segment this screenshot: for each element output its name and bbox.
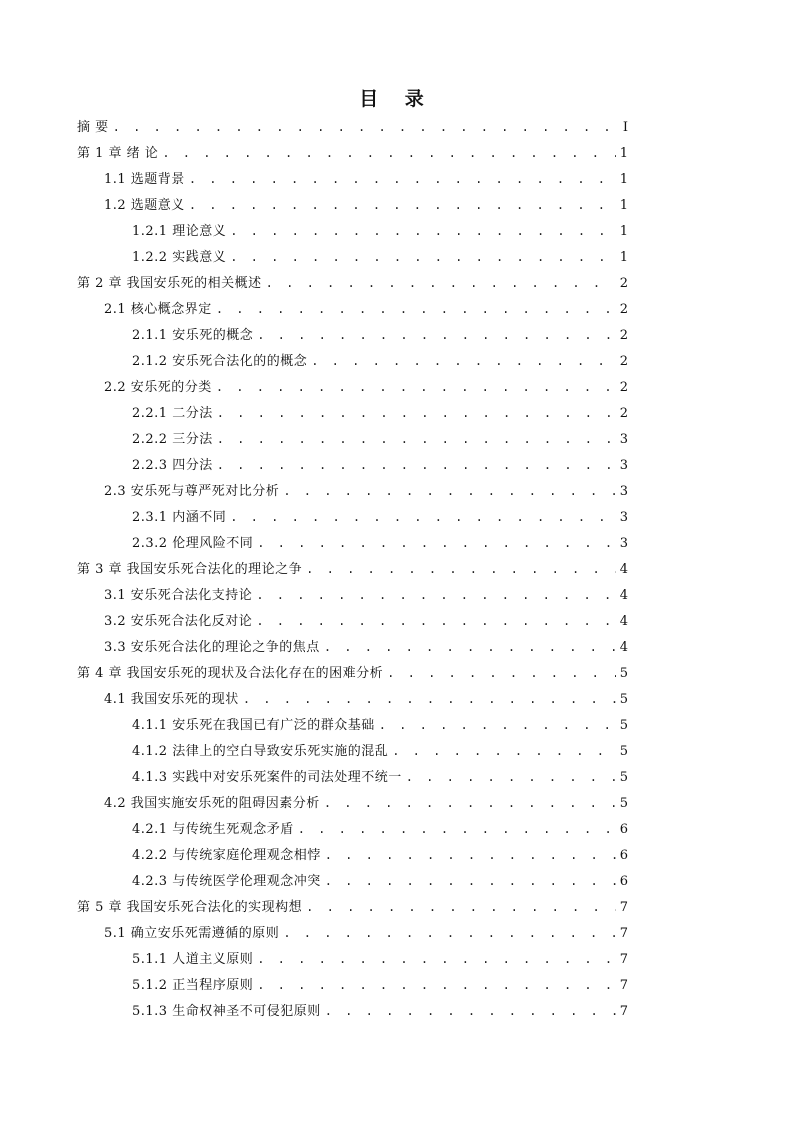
toc-entry[interactable] <box>132 403 628 423</box>
toc-page-number: 4 <box>619 588 628 603</box>
toc-leader-dots <box>230 247 616 267</box>
toc-page-number: 5 <box>619 666 628 681</box>
toc-entry-title: 2.1 核心概念界定 <box>104 302 212 317</box>
toc-entry-title: 3.1 安乐死合法化支持论 <box>104 588 253 603</box>
toc-entry[interactable] <box>104 377 628 397</box>
toc-page-number: 7 <box>619 1004 628 1019</box>
toc-entry[interactable] <box>132 741 628 761</box>
toc-entry-title: 5.1 确立安乐死需遵循的原则 <box>104 926 280 941</box>
toc-entry-title: 1.2.2 实践意义 <box>132 250 227 265</box>
toc-entry[interactable] <box>132 871 628 891</box>
toc-leader-dots <box>283 481 615 501</box>
toc-leader-dots <box>298 819 616 839</box>
toc-leader-dots <box>306 897 616 917</box>
toc-entry-title: 2.3 安乐死与尊严死对比分析 <box>104 484 280 499</box>
toc-entry-title: 5.1.1 人道主义原则 <box>132 952 254 967</box>
toc-entry-title: 4.1.1 安乐死在我国已有广泛的群众基础 <box>132 718 375 733</box>
toc-entry[interactable] <box>104 689 628 709</box>
toc-page-number: 5 <box>619 718 628 733</box>
toc-entry[interactable] <box>132 221 628 241</box>
toc-leader-dots <box>325 845 616 865</box>
toc-page-number: 7 <box>619 900 628 915</box>
toc-leader-dots <box>324 793 616 813</box>
toc-leader-dots <box>243 689 616 709</box>
toc-entry-title: 2.2.3 四分法 <box>132 458 213 473</box>
toc-page-number: 1 <box>619 172 628 187</box>
toc-entry[interactable] <box>132 533 628 553</box>
toc-entry[interactable] <box>132 975 628 995</box>
toc-page-number: 3 <box>619 432 628 447</box>
toc-entry[interactable] <box>77 897 628 917</box>
toc-page-number: 2 <box>619 406 628 421</box>
toc-page-number: 2 <box>619 276 628 291</box>
toc-entry[interactable] <box>77 663 628 683</box>
toc-leader-dots <box>217 403 616 423</box>
toc-entry-title: 4.2.1 与传统生死观念矛盾 <box>132 822 294 837</box>
toc-leader-dots <box>392 741 616 761</box>
toc-leader-dots <box>325 871 616 891</box>
toc-leader-dots <box>324 637 616 657</box>
toc-entry-title: 1.2.1 理论意义 <box>132 224 227 239</box>
toc-entry-title: 第 2 章 我国安乐死的相关概述 <box>77 276 262 291</box>
toc-page-number: 7 <box>619 952 628 967</box>
toc-page-number: 5 <box>619 744 628 759</box>
toc-leader-dots <box>230 221 616 241</box>
toc-entry[interactable] <box>132 819 628 839</box>
toc-entry[interactable] <box>77 143 628 163</box>
toc-entry-title: 4.1.3 实践中对安乐死案件的司法处理不统一 <box>132 770 402 785</box>
toc-page-number: 3 <box>619 536 628 551</box>
toc-entry[interactable] <box>104 923 628 943</box>
toc-entry-title: 4.2.2 与传统家庭伦理观念相悖 <box>132 848 321 863</box>
toc-leader-dots <box>216 299 616 319</box>
toc-page-number: 3 <box>619 458 628 473</box>
toc-leader-dots <box>256 585 615 605</box>
toc-page-number: 5 <box>619 692 628 707</box>
toc-page-number: 5 <box>619 796 628 811</box>
toc-leader-dots <box>283 923 615 943</box>
toc-entry[interactable] <box>132 429 628 449</box>
toc-leader-dots <box>216 377 616 397</box>
toc-entry[interactable] <box>132 247 628 267</box>
toc-entry[interactable] <box>132 455 628 475</box>
toc-page-number: 6 <box>619 822 628 837</box>
toc-leader-dots <box>256 611 615 631</box>
toc-page-number: I <box>622 120 628 135</box>
toc-page-number: 1 <box>619 224 628 239</box>
toc-entry-title: 3.3 安乐死合法化的理论之争的焦点 <box>104 640 320 655</box>
toc-leader-dots <box>217 429 616 449</box>
toc-leader-dots <box>257 949 616 969</box>
toc-entry[interactable] <box>104 195 628 215</box>
toc-entry[interactable] <box>77 117 628 137</box>
toc-leader-dots <box>257 975 616 995</box>
toc-leader-dots <box>406 767 616 787</box>
toc-page-number: 3 <box>619 484 628 499</box>
toc-leader-dots <box>230 507 616 527</box>
toc-entry-title: 4.1.2 法律上的空白导致安乐死实施的混乱 <box>132 744 389 759</box>
toc-page-number: 1 <box>619 146 628 161</box>
toc-leader-dots <box>325 1001 616 1021</box>
toc-entry-title: 2.1.1 安乐死的概念 <box>132 328 254 343</box>
toc-entry[interactable] <box>132 767 628 787</box>
toc-entry-title: 4.2.3 与传统医学伦理观念冲突 <box>132 874 321 889</box>
toc-entry-title: 2.1.2 安乐死合法化的的概念 <box>132 354 308 369</box>
toc-entry[interactable] <box>132 351 628 371</box>
toc-leader-dots <box>387 663 616 683</box>
toc-page-number: 4 <box>619 562 628 577</box>
toc-entry[interactable] <box>132 507 628 527</box>
toc-page-number: 7 <box>619 926 628 941</box>
toc-leader-dots <box>217 455 616 475</box>
toc-entry-title: 2.3.2 伦理风险不同 <box>132 536 254 551</box>
toc-page-number: 5 <box>619 770 628 785</box>
toc-page-number: 2 <box>619 380 628 395</box>
toc-entry-title: 4.2 我国实施安乐死的阻碍因素分析 <box>104 796 320 811</box>
toc-entry-title: 1.1 选题背景 <box>104 172 185 187</box>
toc-leader-dots <box>306 559 616 579</box>
toc-title: 目 录 <box>359 88 434 110</box>
toc-entry[interactable] <box>104 169 628 189</box>
toc-entry-title: 摘 要 <box>77 120 109 135</box>
toc-entry[interactable] <box>77 559 628 579</box>
toc-entry[interactable] <box>104 299 628 319</box>
toc-entry[interactable] <box>132 949 628 969</box>
toc-leader-dots <box>379 715 616 735</box>
toc-leader-dots <box>189 195 616 215</box>
toc-page-number: 2 <box>619 354 628 369</box>
toc-leader-dots <box>162 143 615 163</box>
toc-page-number: 1 <box>619 198 628 213</box>
toc-entry-title: 3.2 安乐死合法化反对论 <box>104 614 253 629</box>
toc-entry-title: 2.2 安乐死的分类 <box>104 380 212 395</box>
toc-entry[interactable] <box>104 793 628 813</box>
toc-entry[interactable] <box>132 715 628 735</box>
toc-page-number: 3 <box>619 510 628 525</box>
toc-leader-dots <box>311 351 616 371</box>
toc-leader-dots <box>113 117 616 137</box>
toc-entry[interactable] <box>104 585 628 605</box>
toc-page-number: 1 <box>619 250 628 265</box>
toc-entry-title: 2.3.1 内涵不同 <box>132 510 227 525</box>
toc-entry-title: 2.2.2 三分法 <box>132 432 213 447</box>
toc-entry-title: 第 1 章 绪 论 <box>77 146 159 161</box>
toc-page-number: 2 <box>619 302 628 317</box>
toc-leader-dots <box>257 325 616 345</box>
toc-entry[interactable] <box>132 845 628 865</box>
toc-leader-dots <box>266 273 616 293</box>
toc-page-number: 4 <box>619 614 628 629</box>
toc-page-number: 6 <box>619 848 628 863</box>
toc-page-number: 4 <box>619 640 628 655</box>
toc-entry-title: 5.1.3 生命权神圣不可侵犯原则 <box>132 1004 321 1019</box>
toc-entry-title: 4.1 我国安乐死的现状 <box>104 692 239 707</box>
toc-entry-title: 第 5 章 我国安乐死合法化的实现构想 <box>77 900 303 915</box>
toc-page-number: 2 <box>619 328 628 343</box>
toc-leader-dots <box>257 533 616 553</box>
toc-entry-title: 第 4 章 我国安乐死的现状及合法化存在的困难分析 <box>77 666 384 681</box>
toc-leader-dots <box>189 169 616 189</box>
toc-entry-title: 2.2.1 二分法 <box>132 406 213 421</box>
toc-entry-title: 第 3 章 我国安乐死合法化的理论之争 <box>77 562 303 577</box>
toc-entry-title: 5.1.2 正当程序原则 <box>132 978 254 993</box>
toc-entry[interactable] <box>104 481 628 501</box>
toc-entry[interactable] <box>104 637 628 657</box>
toc-entry[interactable] <box>104 611 628 631</box>
toc-page-number: 7 <box>619 978 628 993</box>
toc-entry[interactable] <box>132 325 628 345</box>
toc-entry[interactable] <box>77 273 628 293</box>
toc-entry-title: 1.2 选题意义 <box>104 198 185 213</box>
toc-entry[interactable] <box>132 1001 628 1021</box>
toc-page-number: 6 <box>619 874 628 889</box>
